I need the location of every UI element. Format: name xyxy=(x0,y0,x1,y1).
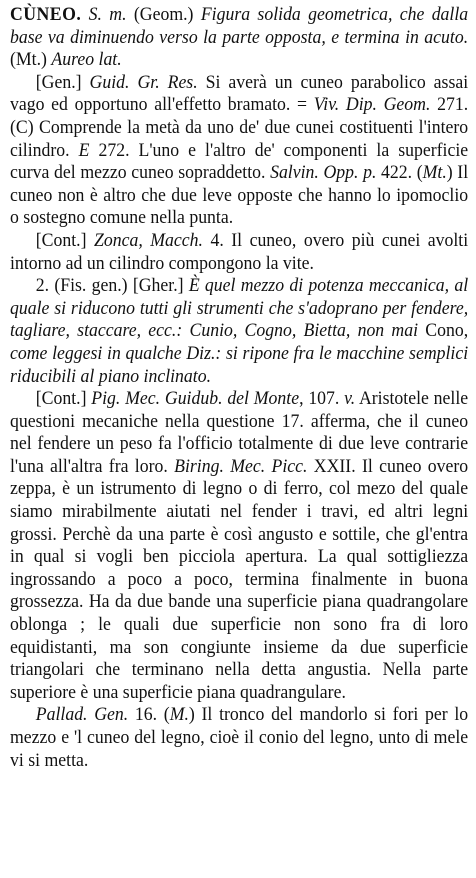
italic-run: v. xyxy=(344,388,356,410)
text-run: , 107. xyxy=(299,388,345,410)
text-run: [Gen.] xyxy=(35,71,90,93)
text-run: Aristotele nelle questioni mecaniche nella questione 17. afferma, che il cuneo nel fendere un peso fa l'officio totalmente di due leve contrarie l'una all'altra fra loro. xyxy=(10,388,469,477)
italic-run: Zonca, Macch. xyxy=(93,229,203,251)
text-run: Si averà un cuneo parabolico assai vago ed opportuno all'effetto bramato. = xyxy=(10,71,469,116)
italic-run: Biring. Mec. Picc. xyxy=(174,455,308,477)
text-run: 272. L'uno e l'altro de' componenti la superficie curva del mezzo cuneo sopraddetto. xyxy=(10,139,469,184)
italic-run: Mt. xyxy=(422,162,447,184)
italic-run: mai xyxy=(391,320,419,342)
italic-run: Figura solida geometrica, che dalla base va diminuendo verso la parte opposta, e termina in acuto. xyxy=(10,4,469,48)
text-run: 422. ( xyxy=(376,162,423,184)
italic-run: S. m. xyxy=(88,4,127,25)
italic-run: È quel mezzo di potenza meccanica, al quale si riducono tutti gli strumenti che s'adoprano per fendere, tagliare, staccare, ecc.: Cunio, Cogno, Bietta, xyxy=(10,275,469,342)
text-run: [Cont.] xyxy=(35,388,92,410)
text-run: 4. Il cuneo, overo più cunei avolti intorno ad un cilindro compongono la vite. xyxy=(10,229,469,274)
text-run: ) Il cuneo non è altro che due leve opposte che hanno lo ipomoclio o sostegno comune nella punta. xyxy=(10,162,469,229)
text-run: 16. ( xyxy=(128,704,170,726)
italic-run: Salvin. Opp. p. xyxy=(270,162,377,184)
italic-run: E xyxy=(78,139,90,161)
italic-run: come leggesi in qualche Diz.: si ripone fra le macchine semplici riducibili al piano inclinato. xyxy=(10,342,469,387)
italic-run: Viv. Dip. Geom. xyxy=(313,94,431,116)
text-run: (Geom.) xyxy=(126,4,201,25)
citation-paragraph-pig xyxy=(10,388,468,704)
italic-run: M. xyxy=(169,704,189,726)
text-run: ) Il tronco del mandorlo si fori per lo mezzo e 'l cuneo del legno, cioè il conio del legno, unto di mele vi si metta. xyxy=(10,704,469,771)
text-run: 2. (Fis. gen.) [Gher.] xyxy=(35,275,189,297)
italic-run: Guid. Gr. Res. xyxy=(89,71,198,93)
entry-definition xyxy=(10,4,468,72)
italic-run: Pig. Mec. Guidub. del Monte xyxy=(91,388,300,410)
sense-2-paragraph xyxy=(10,275,468,388)
dictionary-page xyxy=(10,4,468,772)
italic-run: Pallad. Gen. xyxy=(35,704,129,726)
italic-run: non xyxy=(357,320,385,342)
text-run: XXII. Il cuneo overo zeppa, è un istrumento di legno o di ferro, col mezo del quale siamo mirabilmente aiutati nel fender i travi, ed altri legni grossi. Perchè da una parte è così angusto e sottile, che gl'entra in qual si vogli ben picciola apertura. La qual sottigliezza ingrossando a poco a poco, termina finalmente in buona grossezza. Ha da due bande una superficie piana quadrangolare oblonga ; le quali due superficie non sono fra di loro equidistanti, ma son congiunte insieme da due superficie triangolari che terminano nella detta angustia. Nella parte superiore è una superficie piana quadrangulare. xyxy=(10,455,469,703)
citation-paragraph-gen xyxy=(10,72,468,230)
text-run: 271. (C) Comprende la metà da uno de' due cunei costituenti l'intero cilindro. xyxy=(10,94,469,161)
entry-headword: CÙNEO. xyxy=(10,4,82,25)
italic-run: Aureo lat. xyxy=(51,49,122,71)
citation-paragraph-pallad xyxy=(10,704,468,772)
text-run xyxy=(384,320,391,341)
citation-paragraph-zonca xyxy=(10,230,468,275)
text-run: Cono, xyxy=(418,320,469,342)
text-run: (Mt.) xyxy=(10,49,52,71)
text-run: [Cont.] xyxy=(35,229,94,251)
